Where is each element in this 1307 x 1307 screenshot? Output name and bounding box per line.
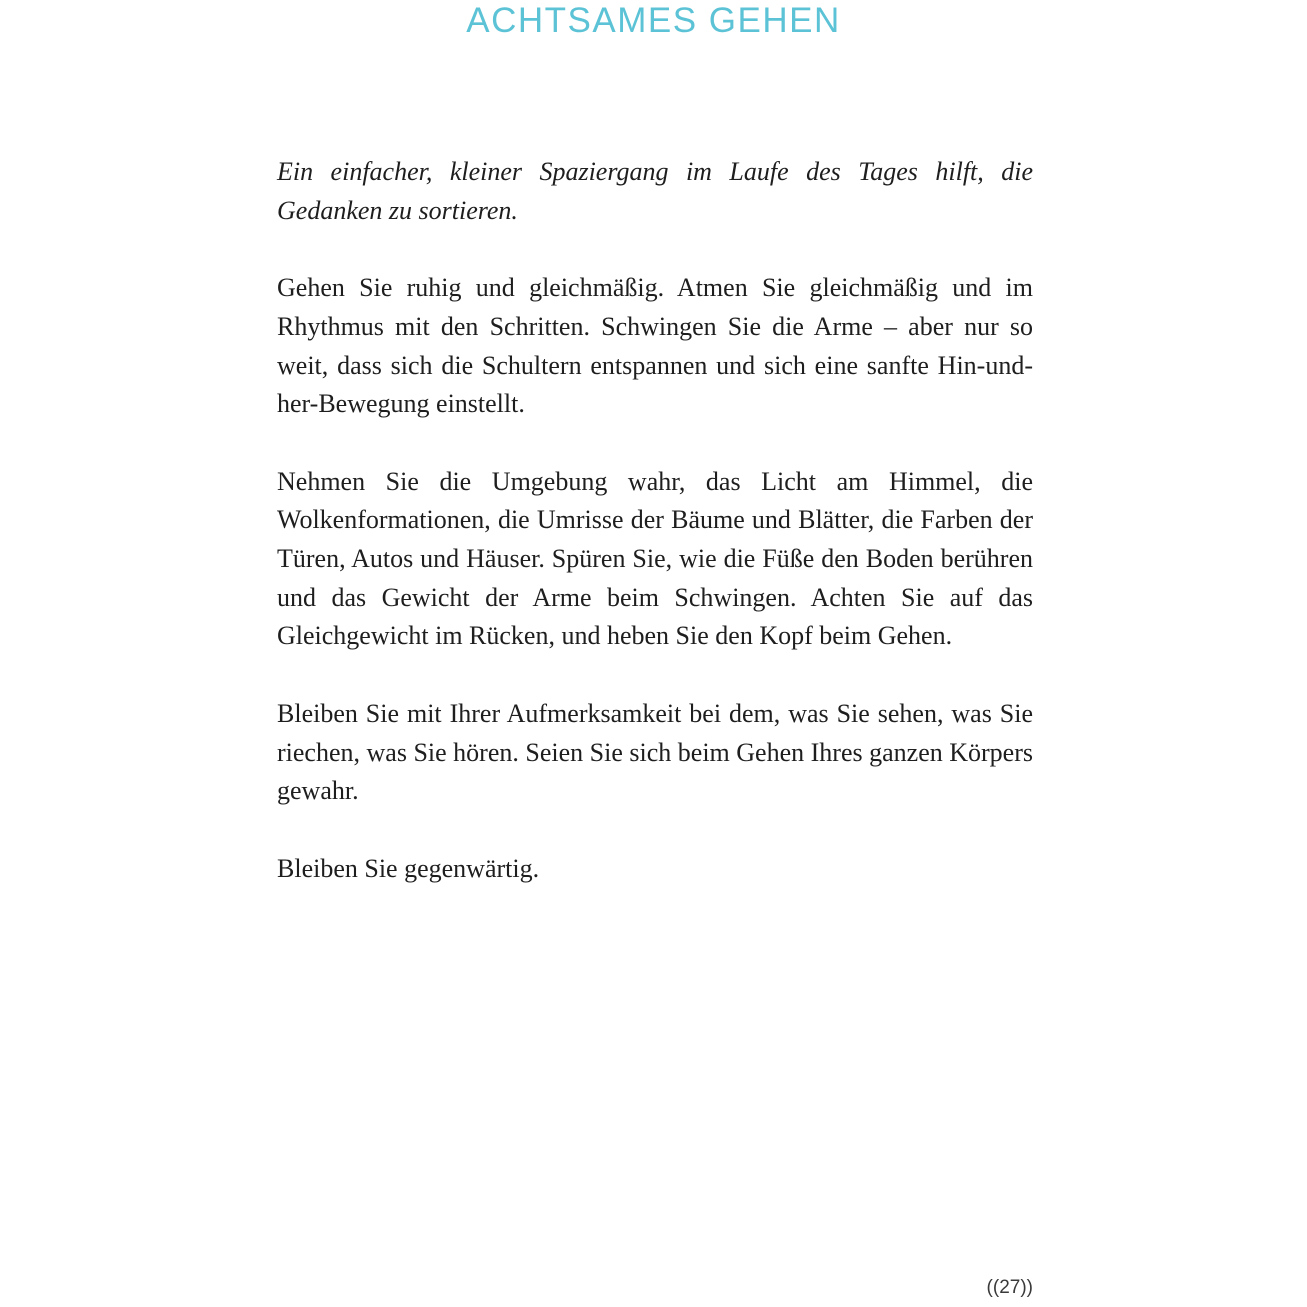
paragraph-attention: Bleiben Sie mit Ihrer Aufmerksamkeit bei dem, was Sie sehen, was Sie riechen, was Sie hören. Seien Sie sich beim Gehen Ihres ganzen Körpers gewahr.: [277, 698, 1033, 806]
page-number: ((27)): [986, 1277, 1033, 1298]
page-title: ACHTSAMES GEHEN: [466, 1, 841, 40]
paragraph-present: Bleiben Sie gegenwärtig.: [277, 853, 540, 883]
paragraph-surroundings: Nehmen Sie die Umgebung wahr, das Licht am Himmel, die Wolkenformationen, die Umrisse der Bäume und Blätter, die Farben der Türen, Autos und Häuser. Spüren Sie, wie die Füße den Boden berühren und das Gewicht der Arme beim Schwingen. Achten Sie auf das Gleichgewicht im Rücken, und heben Sie den Kopf beim Gehen.: [277, 466, 1033, 651]
body-text: [277, 153, 1033, 927]
paragraph-walking: Gehen Sie ruhig und gleichmäßig. Atmen Sie gleichmäßig und im Rhythmus mit den Schritten. Schwingen Sie die Arme – aber nur so weit, dass sich die Schultern entspannen und sich eine sanfte Hin-und-her-Bewegung einstellt.: [277, 273, 1033, 419]
intro-paragraph: Ein einfacher, kleiner Spaziergang im Laufe des Tages hilft, die Gedanken zu sortieren.: [277, 157, 1033, 225]
